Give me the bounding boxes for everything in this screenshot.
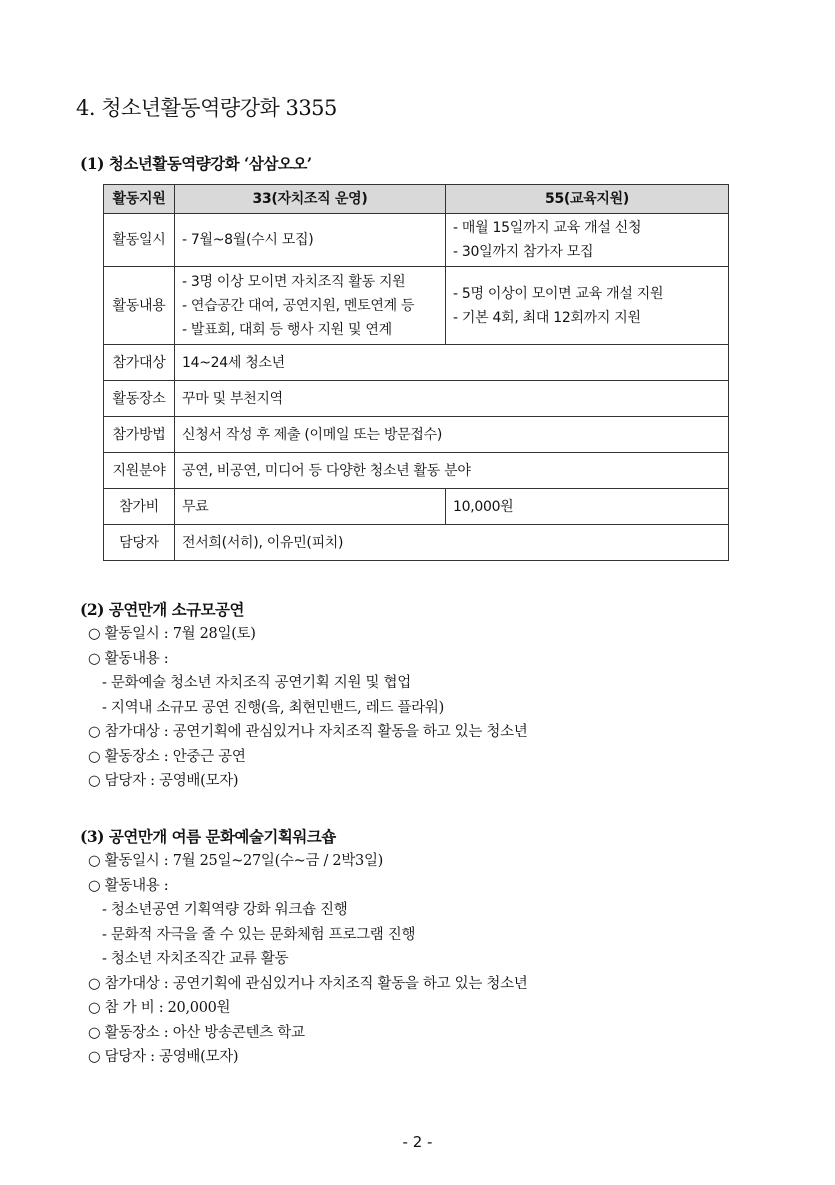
- list-item: - 청소년공연 기획역량 강화 워크숍 진행: [102, 902, 348, 918]
- table-row: [104, 525, 729, 561]
- header-cell: 33(자치조직 운영): [175, 185, 446, 214]
- section2-list: [88, 622, 528, 794]
- row-label: 활동일시: [104, 214, 175, 267]
- list-item: ○ 활동일시 : 7월 28일(토): [88, 626, 256, 642]
- row-label: 참가방법: [104, 417, 175, 453]
- row-value: 공연, 비공연, 미디어 등 다양한 청소년 활동 분야: [175, 453, 729, 489]
- row-value: 신청서 작성 후 제출 (이메일 또는 방문접수): [175, 417, 729, 453]
- table-row: [104, 214, 729, 267]
- cell-33: 무료: [175, 489, 446, 525]
- header-cell: 활동지원: [104, 185, 175, 214]
- cell-33: [175, 267, 446, 345]
- table-header-row: [104, 185, 729, 214]
- section1-title: (1) 청소년활동역량강화 ‘삼삼오오’: [80, 154, 312, 173]
- row-label: 담당자: [104, 525, 175, 561]
- list-item: ○ 활동일시 : 7월 25일~27일(수~금 / 2박3일): [88, 853, 384, 869]
- row-value: 전서희(서히), 이유민(피치): [175, 525, 729, 561]
- list-item: - 청소년 자치조직간 교류 활동: [102, 951, 289, 967]
- row-label: 참가대상: [104, 345, 175, 381]
- table-row: [104, 417, 729, 453]
- cell-55: [446, 267, 729, 345]
- support-table: [103, 184, 729, 561]
- list-item: ○ 참가대상 : 공연기획에 관심있거나 자치조직 활동을 하고 있는 청소년: [88, 975, 528, 992]
- cell-line: - 5명 이상이 모이면 교육 개설 지원: [453, 285, 664, 302]
- table-row: [104, 345, 729, 381]
- list-item: ○ 참 가 비 : 20,000원: [88, 1000, 231, 1016]
- cell-line: - 7월~8월(수시 모집): [182, 232, 314, 248]
- cell-line: - 연습공간 대여, 공연지원, 멘토연계 등: [182, 297, 415, 314]
- section2-title: (2) 공연만개 소규모공연: [80, 600, 245, 619]
- cell-55: 10,000원: [446, 489, 729, 525]
- row-value: 14~24세 청소년: [175, 345, 729, 381]
- section3-list: [88, 849, 528, 1070]
- row-label: 지원분야: [104, 453, 175, 489]
- list-item: ○ 담당자 : 공영배(모자): [88, 1049, 239, 1065]
- list-item: ○ 참가대상 : 공연기획에 관심있거나 자치조직 활동을 하고 있는 청소년: [88, 724, 528, 740]
- cell-55: [446, 214, 729, 267]
- list-item: ○ 활동내용 :: [88, 877, 169, 894]
- cell-line: - 기본 4회, 최대 12회까지 지원: [453, 309, 641, 326]
- row-label: 활동장소: [104, 381, 175, 417]
- cell-line: - 3명 이상 모이면 자치조직 활동 지원: [182, 273, 406, 290]
- list-item: ○ 활동장소 : 아산 방송콘텐츠 학교: [88, 1024, 305, 1041]
- table-row: [104, 489, 729, 525]
- main-title: 4. 청소년활동역량강화 3355: [76, 96, 337, 120]
- list-item: ○ 활동장소 : 안중근 공연: [88, 748, 246, 765]
- page-number: - 2 -: [402, 1133, 433, 1151]
- row-label: 참가비: [104, 489, 175, 525]
- table-row: [104, 453, 729, 489]
- table-row: [104, 267, 729, 345]
- list-item: - 지역내 소규모 공연 진행(읔, 최현민밴드, 레드 플라워): [102, 699, 444, 716]
- cell-line: - 30일까지 참가자 모집: [453, 244, 594, 260]
- header-cell: 55(교육지원): [446, 185, 729, 214]
- list-item: ○ 활동내용 :: [88, 650, 169, 667]
- cell-33: [175, 214, 446, 267]
- list-item: ○ 담당자 : 공영배(모자): [88, 773, 239, 789]
- list-item: - 문화적 자극을 줄 수 있는 문화체험 프로그램 진행: [102, 926, 416, 943]
- cell-line: - 매월 15일까지 교육 개설 신청: [453, 220, 642, 236]
- row-label: 활동내용: [104, 267, 175, 345]
- list-item: - 문화예술 청소년 자치조직 공연기획 지원 및 협업: [102, 675, 411, 691]
- row-value: 꾸마 및 부천지역: [175, 381, 729, 417]
- cell-line: - 발표회, 대회 등 행사 지원 및 연계: [182, 321, 392, 338]
- table-row: [104, 381, 729, 417]
- section3-title: (3) 공연만개 여름 문화예술기획워크숍: [80, 827, 336, 846]
